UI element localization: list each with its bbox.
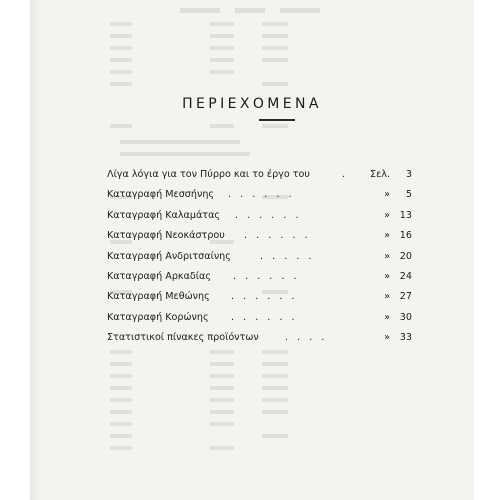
toc-entry[interactable] [107,185,412,205]
toc-entry[interactable] [107,267,412,287]
toc-leader-dots: . . . . . . [231,311,298,323]
toc-leader-dots: . [342,169,349,180]
toc-entry[interactable] [107,247,412,267]
toc-entry[interactable] [107,206,412,226]
toc-leader-dots: . . . . . . [228,189,295,201]
toc-entry-title: Καταγραφή Μεθώνης [107,291,210,303]
table-of-contents [107,165,412,349]
toc-entry-title: Στατιστικοί πίνακες προϊόντων [107,332,259,344]
toc-page-marker: » [384,209,390,221]
toc-page-number: 24 [399,270,412,282]
toc-leader-dots: . . . . . . [231,291,298,303]
toc-entry-title: Καταγραφή Μεσσήνης [107,189,215,201]
toc-page-marker: » [384,250,390,262]
toc-page-number: 30 [399,311,412,323]
toc-page-number: 5 [405,189,412,201]
toc-leader-dots: . . . . . . [244,230,311,242]
toc-page-marker: » [384,189,390,201]
toc-page-marker: » [384,230,390,242]
toc-page-number: 27 [399,291,412,303]
toc-entry-title: Καταγραφή Νεοκάστρου [107,230,225,242]
title-underline [259,119,295,121]
toc-entry-title: Λίγα λόγια για τον Πύρρο και το έργο του [107,169,310,180]
toc-entry-title: Καταγραφή Ανδριτσαίνης [107,250,231,262]
toc-entry[interactable] [107,287,412,307]
toc-entry-title: Καταγραφή Κορώνης [107,311,209,323]
toc-page-number: 33 [399,332,412,344]
toc-page-marker: » [384,311,390,323]
toc-page-marker: » [384,291,390,303]
toc-page-number: 16 [399,230,412,242]
toc-page-number: 20 [399,250,412,262]
toc-entry[interactable] [107,165,412,185]
toc-entry-title: Καταγραφή Καλαμάτας [107,209,221,221]
page-title: ΠΕΡΙΕΧΟΜΕΝΑ [182,96,322,112]
toc-page-marker: » [384,332,390,344]
toc-page-number: 13 [399,209,412,221]
toc-leader-dots: . . . . . . [233,270,300,282]
toc-entry-title: Καταγραφή Αρκαδίας [107,270,211,282]
toc-leader-dots: . . . . . . [235,209,302,221]
toc-entry[interactable] [107,308,412,328]
toc-entry[interactable] [107,226,412,246]
toc-entry[interactable] [107,328,412,348]
toc-page-marker: Σελ. [370,169,390,180]
toc-page-marker: » [384,270,390,282]
toc-leader-dots: . . . . . [260,250,315,262]
toc-page-number: 3 [405,169,412,180]
toc-leader-dots: . . . . [285,332,328,344]
